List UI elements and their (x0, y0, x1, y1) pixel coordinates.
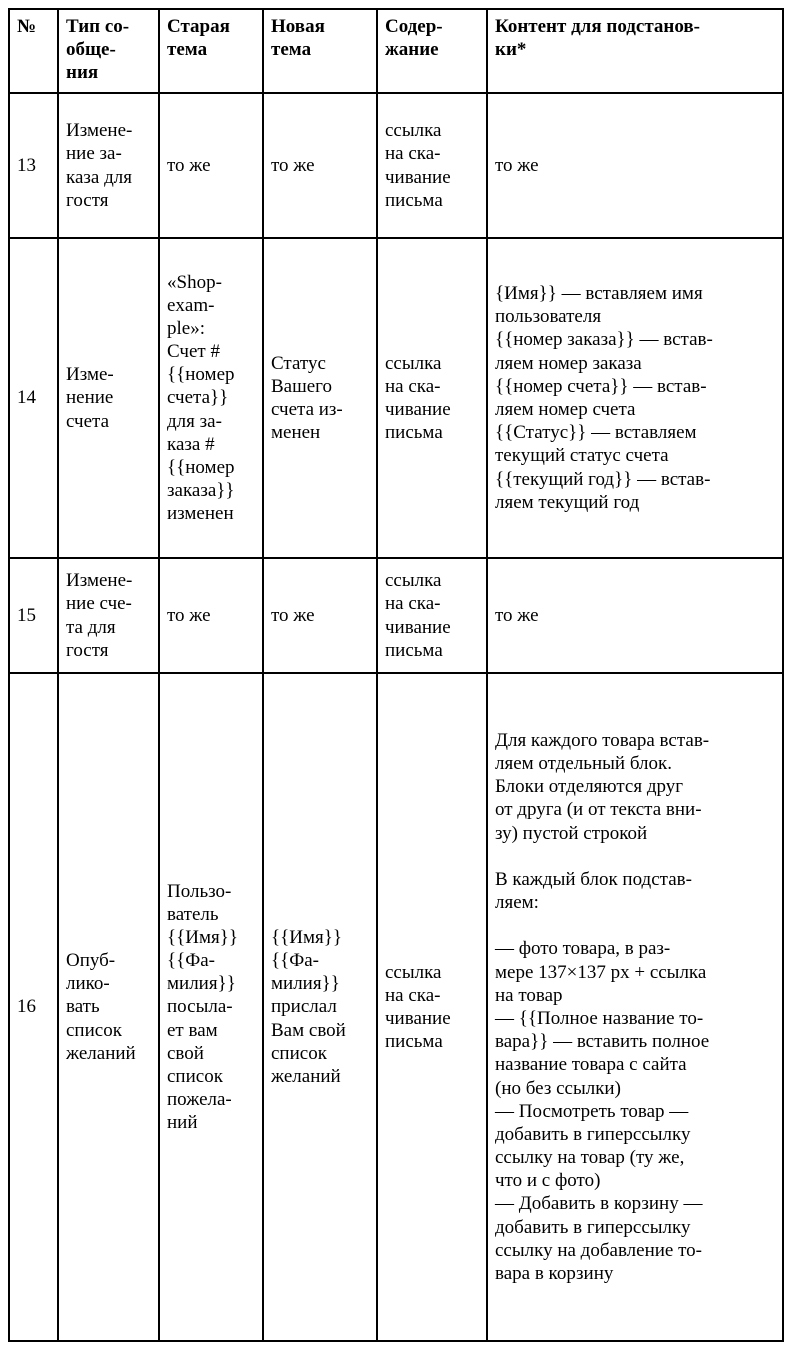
cell-old-subject: Пользо- ватель {{Имя}} {{Фа- милия}} посыла- ет вам свой список пожела- ний (159, 673, 263, 1341)
cell-num: 15 (9, 558, 58, 673)
cell-old-subject: то же (159, 93, 263, 238)
cell-substitution-content: то же (487, 558, 783, 673)
header-num: № (9, 9, 58, 93)
cell-substitution-content: то же (487, 93, 783, 238)
header-old-subject: Старая тема (159, 9, 263, 93)
table-header-row (9, 9, 783, 93)
cell-content: ссылка на ска- чивание письма (377, 93, 487, 238)
cell-new-subject: {{Имя}} {{Фа- милия}} прислал Вам свой список желаний (263, 673, 377, 1341)
cell-content: ссылка на ска- чивание письма (377, 558, 487, 673)
cell-content: ссылка на ска- чивание письма (377, 238, 487, 558)
cell-new-subject: Статус Вашего счета из- менен (263, 238, 377, 558)
table-row (9, 93, 783, 238)
cell-new-subject: то же (263, 558, 377, 673)
cell-substitution-content: {Имя}} — вставляем имя пользователя {{номер заказа}} — встав- ляем номер заказа {{номер счета}} — встав- ляем номер счета {{Статус}} — вставляем текущий статус счета {{текущий год}} — встав- ляем текущий год (487, 238, 783, 558)
cell-content: ссылка на ска- чивание письма (377, 673, 487, 1341)
cell-old-subject: то же (159, 558, 263, 673)
header-message-type: Тип со- обще- ния (58, 9, 159, 93)
cell-substitution-content: Для каждого товара встав- ляем отдельный блок. Блоки отделяются друг от друга (и от текста вни- зу) пустой строкой В каждый блок подстав- ляем: — фото товара, в раз- мере 137×137 px + ссылка на товар — {{Полное название то- вара}} — вставить полное название товара с сайта (но без ссылки) — Посмотреть товар — добавить в гиперссылку ссылку на товар (ту же, что и с фото) — Добавить в корзину — добавить в гиперссылку ссылку на добавление то- вара в корзину (487, 673, 783, 1341)
cell-old-subject: «Shop- exam- ple»: Счет # {{номер счета}} для за- каза # {{номер заказа}} изменен (159, 238, 263, 558)
cell-num: 13 (9, 93, 58, 238)
cell-message-type: Изме- нение счета (58, 238, 159, 558)
cell-message-type: Измене- ние за- каза для гостя (58, 93, 159, 238)
table-row (9, 558, 783, 673)
message-types-table (8, 8, 784, 1342)
table-row (9, 673, 783, 1341)
header-content: Содер- жание (377, 9, 487, 93)
cell-message-type: Опуб- лико- вать список желаний (58, 673, 159, 1341)
header-substitution-content: Контент для подстанов- ки* (487, 9, 783, 93)
cell-new-subject: то же (263, 93, 377, 238)
cell-num: 14 (9, 238, 58, 558)
header-new-subject: Новая тема (263, 9, 377, 93)
table-row (9, 238, 783, 558)
cell-num: 16 (9, 673, 58, 1341)
cell-message-type: Измене- ние сче- та для гостя (58, 558, 159, 673)
